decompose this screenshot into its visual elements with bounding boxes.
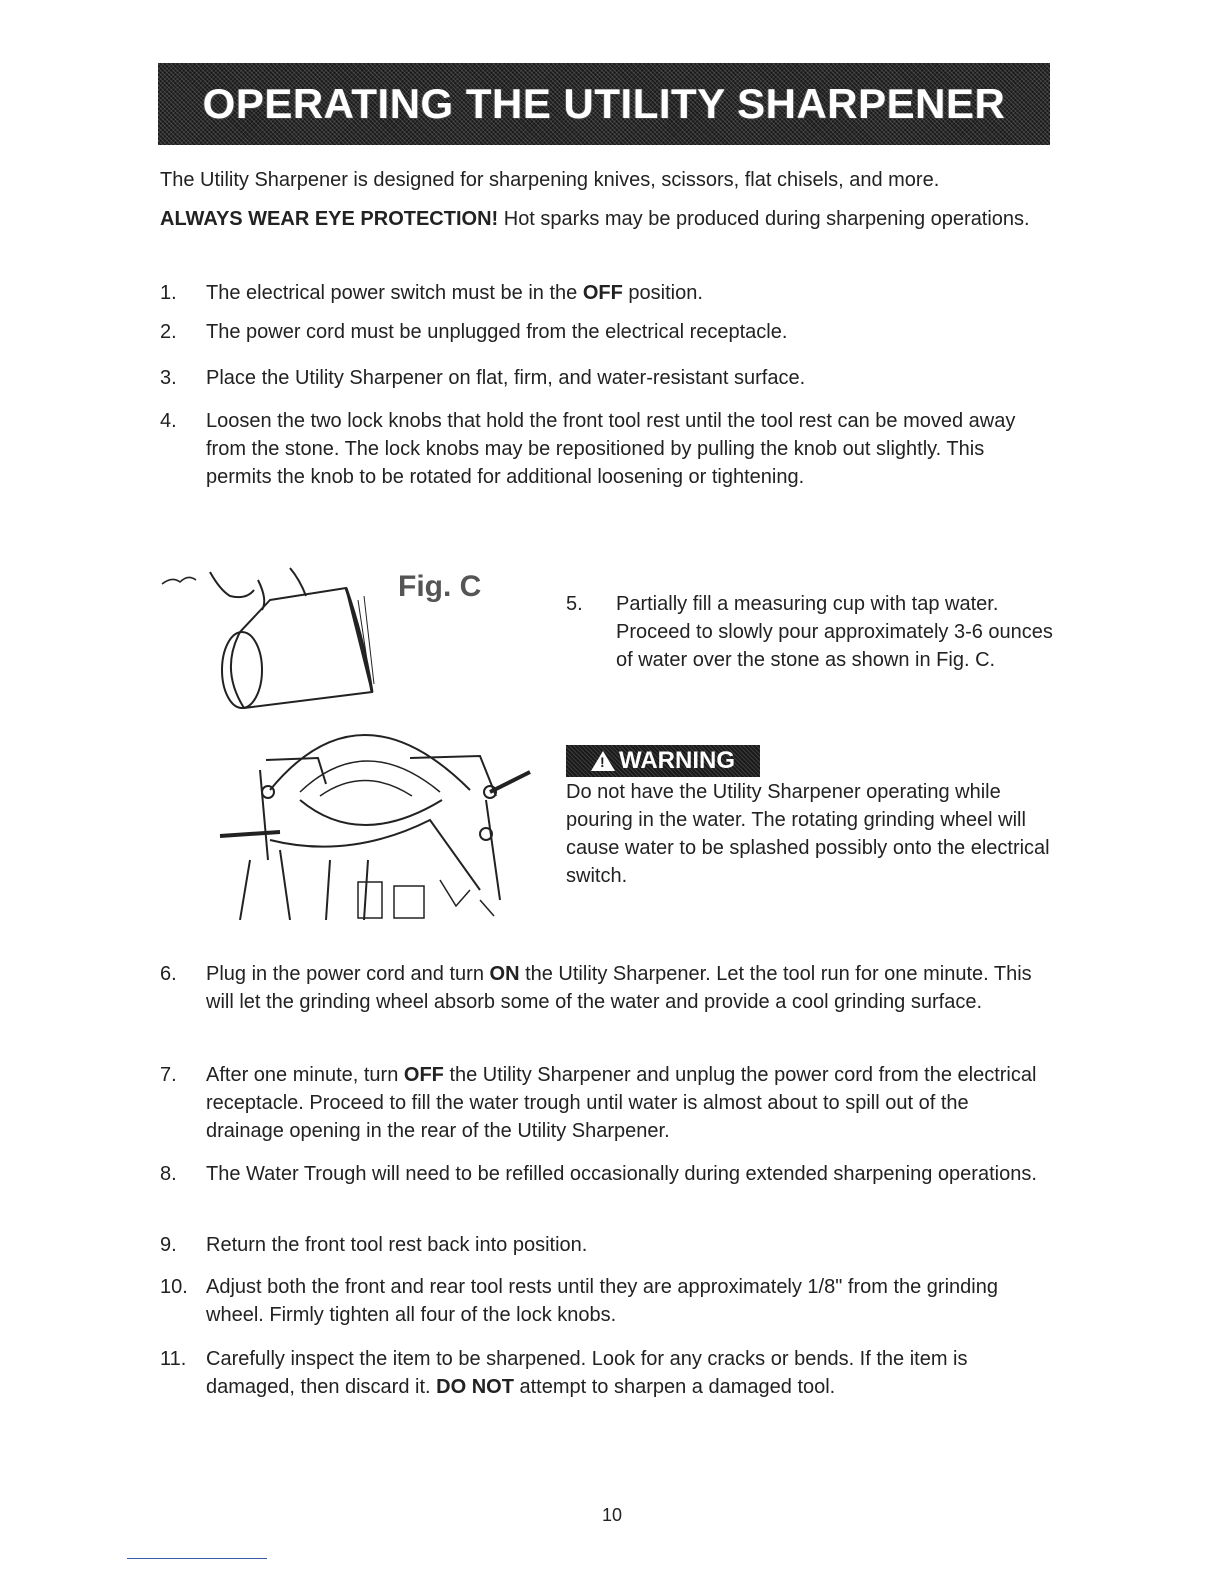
footer-rule: [127, 1558, 267, 1559]
list-item: [160, 1273, 1050, 1329]
step-text: Loosen the two lock knobs that hold the front tool rest until the tool rest can be moved away from the stone. The lock knobs may be repositioned by pulling the knob out slightly. This permits the knob to be rotated for additional loosening or tightening.: [206, 410, 1016, 488]
list-item: [160, 407, 1020, 491]
step-number: 5.: [566, 593, 583, 615]
step-text: Adjust both the front and rear tool rests until they are approximately 1/8" from the grinding wheel. Firmly tighten all four of the lock knobs.: [206, 1276, 998, 1326]
step-number: 11.: [160, 1348, 187, 1370]
intro-paragraph: The Utility Sharpener is designed for sharpening knives, scissors, flat chisels, and more.: [160, 169, 940, 191]
warning-badge: [566, 745, 760, 777]
safety-text: Hot sparks may be produced during sharpening operations.: [498, 208, 1030, 230]
step-text: Place the Utility Sharpener on flat, firm, and water-resistant surface.: [206, 367, 806, 389]
step-number: 1.: [160, 282, 177, 304]
step-text: The electrical power switch must be in the: [206, 282, 583, 304]
list-item: [160, 1345, 1050, 1401]
list-item: [160, 279, 1050, 307]
step-emphasis: OFF: [582, 282, 623, 304]
step-text: Return the front tool rest back into position.: [206, 1234, 588, 1256]
warning-label: WARNING: [619, 747, 735, 774]
safety-heading: ALWAYS WEAR EYE PROTECTION!: [160, 208, 499, 230]
step-number: 3.: [160, 367, 177, 389]
step-number: 2.: [160, 321, 177, 343]
step-text: position.: [622, 282, 703, 304]
step-text: Plug in the power cord and turn: [206, 963, 490, 985]
sharpener-illustration: [150, 560, 550, 920]
step-text: the Utility Sharpener and unplug the power cord from the electrical receptacle. Proceed to fill the water trough until water is almost about to spill out of the drainage opening in the rear of the Utility Sharpener.: [206, 1064, 1037, 1142]
step-emphasis: ON: [489, 963, 520, 985]
step-text: After one minute, turn: [206, 1064, 404, 1086]
step-text: Carefully inspect the item to be sharpened. Look for any cracks or bends. If the item is damaged, then discard it.: [206, 1348, 968, 1398]
step-text: attempt to sharpen a damaged tool.: [513, 1376, 836, 1398]
safety-paragraph: [160, 205, 1040, 233]
step-number: 9.: [160, 1234, 177, 1256]
list-item: [160, 1231, 1050, 1259]
list-item: [566, 590, 1056, 674]
step-emphasis: DO NOT: [436, 1376, 514, 1398]
list-item: [160, 1160, 1050, 1188]
warning-icon: [591, 751, 615, 771]
figure-label: Fig. C: [398, 570, 482, 603]
step-text: the Utility Sharpener. Let the tool run for one minute. This will let the grinding wheel absorb some of the water and provide a cool grinding surface.: [206, 963, 1032, 1013]
step-number: 6.: [160, 963, 177, 985]
list-item: [160, 960, 1050, 1016]
list-item: [160, 364, 1050, 392]
step-number: 4.: [160, 410, 177, 432]
page-number: 10: [601, 1505, 623, 1525]
step-text: The power cord must be unplugged from the electrical receptacle.: [206, 321, 788, 343]
page-title: OPERATING THE UTILITY SHARPENER: [202, 80, 1006, 127]
step-emphasis: OFF: [403, 1064, 444, 1086]
title-banner: [158, 63, 1050, 145]
list-item: [160, 318, 1050, 346]
step-text: Partially fill a measuring cup with tap water. Proceed to slowly pour approximately 3-6 ounces of water over the stone as shown in Fig. C.: [616, 593, 1053, 671]
step-number: 8.: [160, 1163, 177, 1185]
step-number: 7.: [160, 1064, 177, 1086]
list-item: [160, 1061, 1050, 1145]
warning-text: Do not have the Utility Sharpener operating while pouring in the water. The rotating grinding wheel will cause water to be splashed possibly onto the electrical switch.: [566, 781, 1050, 887]
step-text: The Water Trough will need to be refilled occasionally during extended sharpening operations.: [206, 1163, 1037, 1185]
step-number: 10.: [160, 1276, 188, 1298]
